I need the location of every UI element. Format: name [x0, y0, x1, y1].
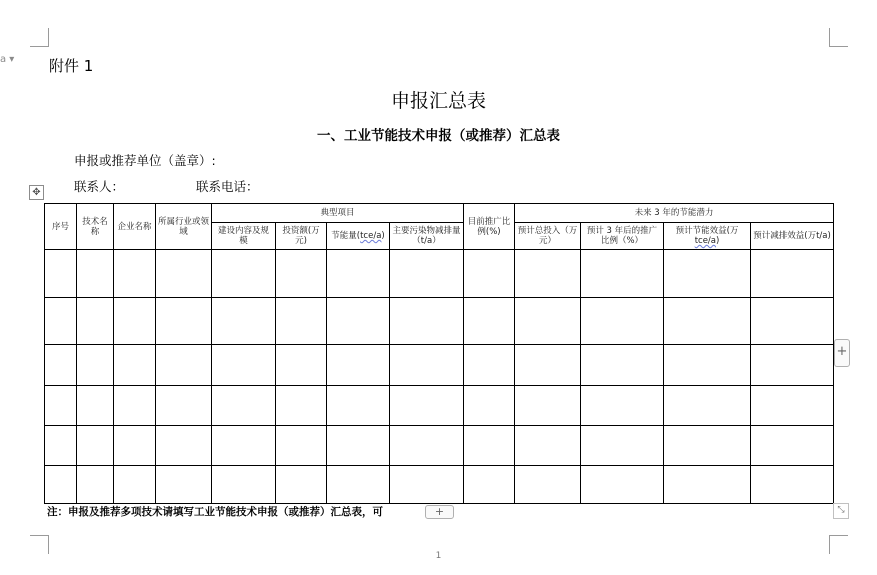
header-future-potential: 未来 3 年的节能潜力	[515, 204, 834, 223]
table-cell[interactable]	[327, 298, 390, 345]
table-cell[interactable]	[390, 466, 464, 504]
table-cell[interactable]	[327, 426, 390, 466]
table-row	[45, 298, 834, 345]
add-row-button[interactable]: +	[425, 505, 454, 519]
table-cell[interactable]	[751, 466, 834, 504]
table-cell[interactable]	[45, 250, 77, 298]
table-cell[interactable]	[515, 298, 581, 345]
table-cell[interactable]	[664, 345, 751, 386]
table-cell[interactable]	[664, 250, 751, 298]
table-cell[interactable]	[276, 466, 327, 504]
document-subtitle: 一、工业节能技术申报（或推荐）汇总表	[317, 128, 560, 144]
table-cell[interactable]	[212, 345, 276, 386]
table-cell[interactable]	[156, 386, 212, 426]
table-cell[interactable]	[390, 298, 464, 345]
table-cell[interactable]	[77, 466, 114, 504]
table-move-handle-icon[interactable]: ✥	[29, 185, 44, 200]
table-cell[interactable]	[156, 345, 212, 386]
table-cell[interactable]	[156, 426, 212, 466]
header-pollutant-reduction: 主要污染物减排量（t/a）	[390, 223, 464, 250]
table-cell[interactable]	[515, 250, 581, 298]
table-cell[interactable]	[77, 298, 114, 345]
table-body	[45, 250, 834, 504]
header-seq: 序号	[45, 204, 77, 250]
table-cell[interactable]	[390, 426, 464, 466]
table-cell[interactable]	[751, 386, 834, 426]
table-cell[interactable]	[390, 386, 464, 426]
table-cell[interactable]	[114, 345, 156, 386]
table-cell[interactable]	[45, 426, 77, 466]
header-future-promotion: 预计 3 年后的推广比例（%）	[581, 223, 664, 250]
table-cell[interactable]	[664, 466, 751, 504]
page-corner-top-left	[30, 28, 49, 47]
table-cell[interactable]	[156, 250, 212, 298]
table-cell[interactable]	[114, 386, 156, 426]
table-cell[interactable]	[77, 345, 114, 386]
table-cell[interactable]	[114, 298, 156, 345]
table-cell[interactable]	[664, 298, 751, 345]
table-cell[interactable]	[464, 386, 515, 426]
saving-benefit-unit: tce/a	[694, 236, 716, 246]
table-cell[interactable]	[390, 250, 464, 298]
table-resize-icon[interactable]: ⤡	[833, 503, 849, 519]
table-cell[interactable]	[751, 250, 834, 298]
header-typical-project: 典型项目	[212, 204, 464, 223]
header-investment: 投资额(万元)	[276, 223, 327, 250]
summary-table	[44, 203, 834, 504]
table-cell[interactable]	[464, 426, 515, 466]
table-cell[interactable]	[114, 426, 156, 466]
table-cell[interactable]	[212, 298, 276, 345]
header-total-investment: 预计总投入（万元）	[515, 223, 581, 250]
table-cell[interactable]	[464, 250, 515, 298]
header-emission-benefit: 预计减排效益(万t/a)	[751, 223, 834, 250]
table-cell[interactable]	[515, 426, 581, 466]
table-cell[interactable]	[276, 386, 327, 426]
table-cell[interactable]	[327, 386, 390, 426]
page-number: 1	[435, 551, 442, 561]
table-cell[interactable]	[156, 466, 212, 504]
table-cell[interactable]	[276, 345, 327, 386]
paste-options-icon[interactable]: a ▾	[0, 54, 15, 65]
energy-saving-unit: tce/a	[360, 231, 382, 241]
energy-saving-close: )	[381, 231, 385, 241]
table-cell[interactable]	[664, 386, 751, 426]
table-cell[interactable]	[212, 426, 276, 466]
header-industry: 所属行业或领域	[156, 204, 212, 250]
page-corner-top-right	[829, 28, 848, 47]
header-tech-name: 技术名称	[77, 204, 114, 250]
table-cell[interactable]	[212, 386, 276, 426]
table-cell[interactable]	[464, 466, 515, 504]
table-cell[interactable]	[45, 345, 77, 386]
table-cell[interactable]	[212, 250, 276, 298]
table-cell[interactable]	[515, 466, 581, 504]
table-cell[interactable]	[114, 250, 156, 298]
table-cell[interactable]	[515, 386, 581, 426]
table-row	[45, 426, 834, 466]
table-cell[interactable]	[45, 298, 77, 345]
table-cell[interactable]	[581, 298, 664, 345]
saving-benefit-close: )	[716, 236, 720, 246]
table-cell[interactable]	[77, 250, 114, 298]
header-company: 企业名称	[114, 204, 156, 250]
saving-benefit-label: 预计节能效益(万	[675, 226, 739, 236]
table-cell[interactable]	[581, 345, 664, 386]
phone-label: 联系电话：	[196, 179, 259, 194]
table-row	[45, 466, 834, 504]
table-cell[interactable]	[45, 466, 77, 504]
table-cell[interactable]	[751, 426, 834, 466]
table-row	[45, 250, 834, 298]
attachment-label: 附件 1	[49, 57, 94, 75]
table-cell[interactable]	[581, 386, 664, 426]
table-cell[interactable]	[581, 426, 664, 466]
table-cell[interactable]	[751, 345, 834, 386]
table-cell[interactable]	[212, 466, 276, 504]
table-cell[interactable]	[464, 298, 515, 345]
table-cell[interactable]	[77, 386, 114, 426]
document-title: 申报汇总表	[390, 90, 486, 112]
table-cell[interactable]	[515, 345, 581, 386]
contact-label: 联系人：	[74, 179, 125, 194]
table-row	[45, 345, 834, 386]
table-cell[interactable]	[664, 426, 751, 466]
table-cell[interactable]	[390, 345, 464, 386]
table-cell[interactable]	[327, 466, 390, 504]
header-energy-saving	[327, 223, 390, 250]
table-cell[interactable]	[276, 426, 327, 466]
table-cell[interactable]	[77, 426, 114, 466]
header-saving-benefit	[664, 223, 751, 250]
header-construction-content: 建设内容及规模	[212, 223, 276, 250]
table-cell[interactable]	[276, 298, 327, 345]
table-cell[interactable]	[751, 298, 834, 345]
table-cell[interactable]	[464, 345, 515, 386]
table-row	[45, 386, 834, 426]
table-cell[interactable]	[45, 386, 77, 426]
table-cell[interactable]	[114, 466, 156, 504]
table-cell[interactable]	[276, 250, 327, 298]
table-cell[interactable]	[327, 345, 390, 386]
table-cell[interactable]	[327, 250, 390, 298]
table-cell[interactable]	[156, 298, 212, 345]
add-column-button[interactable]: +	[834, 339, 850, 367]
footnote: 注：申报及推荐多项技术请填写工业节能技术申报（或推荐）汇总表，可	[47, 506, 383, 518]
table-cell[interactable]	[581, 466, 664, 504]
applicant-label: 申报或推荐单位（盖章）:	[74, 153, 216, 168]
energy-saving-label: 节能量(	[331, 231, 361, 241]
table-cell[interactable]	[581, 250, 664, 298]
header-promotion-ratio: 目前推广比例(%)	[464, 204, 515, 250]
